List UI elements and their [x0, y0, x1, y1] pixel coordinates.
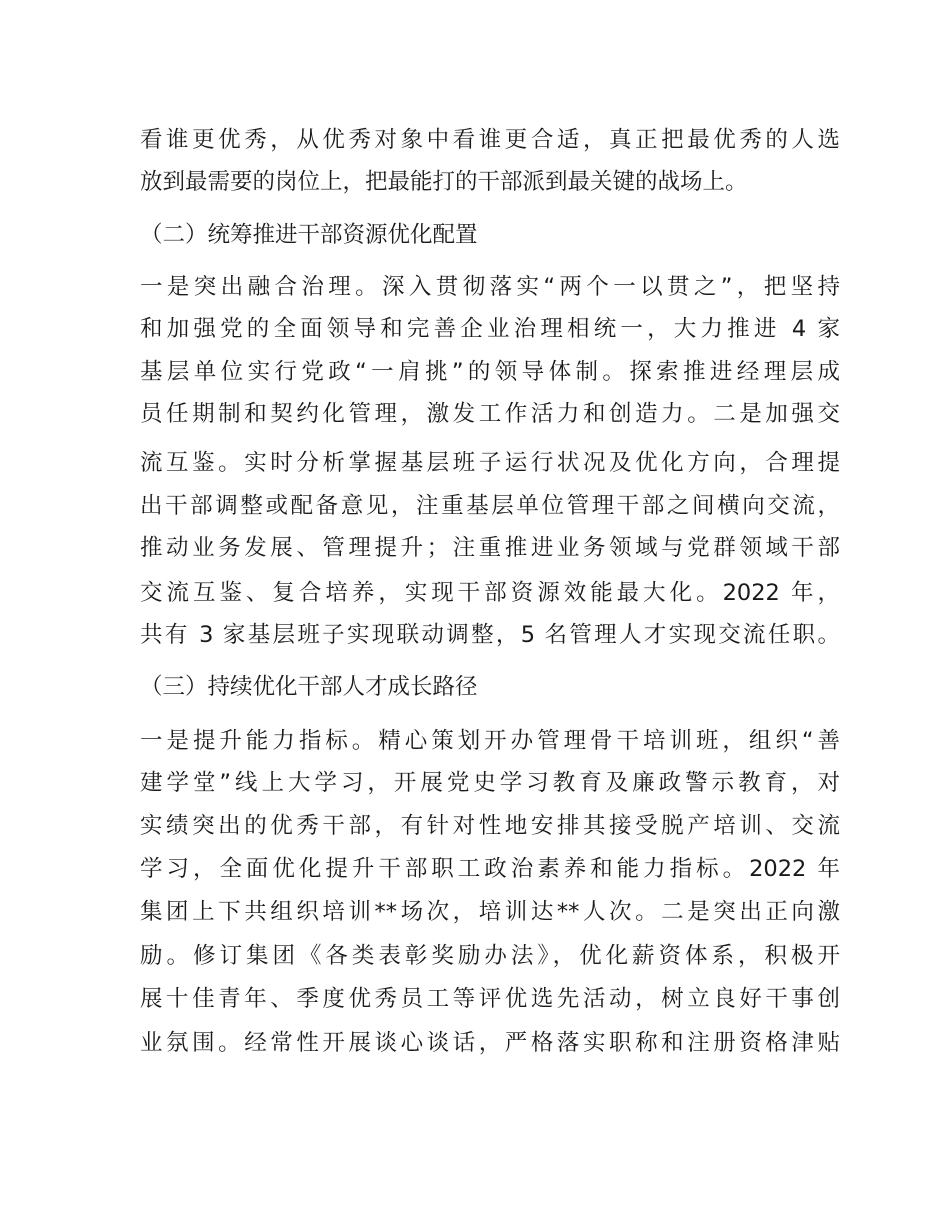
paragraph-line: 交流互鉴、复合培养，实现干部资源效能最大化。2022 年， [140, 580, 840, 606]
paragraph-line: 流互鉴。实时分析掌握基层班子运行状况及优化方向，合理提 [140, 450, 840, 476]
paragraph-line: 基层单位实行党政“一肩挑”的领导体制。探索推进经理层成 [140, 359, 840, 385]
paragraph-line: 共有 3 家基层班子实现联动调整，5 名管理人才实现交流任职。 [140, 622, 840, 648]
paragraph-line: 集团上下共组织培训**场次，培训达**人次。二是突出正向激 [140, 899, 840, 925]
paragraph-line: 建学堂”线上大学习，开展党史学习教育及廉政警示教育，对 [140, 770, 840, 796]
paragraph-line: 和加强党的全面领导和完善企业治理相统一，大力推进 4 家 [140, 316, 840, 342]
paragraph-line: 员任期制和契约化管理，激发工作活力和创造力。二是加强交 [140, 401, 840, 427]
paragraph-line: 实绩突出的优秀干部，有针对性地安排其接受脱产培训、交流 [140, 813, 840, 839]
section-heading: （三）持续优化干部人才成长路径 [140, 674, 478, 700]
paragraph-line: 业氛围。经常性开展谈心谈话，严格落实职称和注册资格津贴 [140, 1030, 840, 1056]
paragraph-line: 展十佳青年、季度优秀员工等评优选先活动，树立良好干事创 [140, 986, 840, 1012]
section-heading: （二）统筹推进干部资源优化配置 [140, 222, 478, 248]
paragraph-line: 推动业务发展、管理提升；注重推进业务领域与党群领域干部 [140, 535, 840, 561]
paragraph-line: 看谁更优秀，从优秀对象中看谁更合适，真正把最优秀的人选 [140, 127, 840, 153]
paragraph-line: 放到最需要的岗位上，把最能打的干部派到最关键的战场上。 [140, 169, 748, 195]
paragraph-line: 学习，全面优化提升干部职工政治素养和能力指标。2022 年 [140, 856, 840, 882]
paragraph-line: 一是提升能力指标。精心策划开办管理骨干培训班，组织“善 [140, 728, 840, 754]
paragraph-line: 出干部调整或配备意见，注重基层单位管理干部之间横向交流， [140, 493, 840, 519]
paragraph-line: 一是突出融合治理。深入贯彻落实“两个一以贯之”，把坚持 [140, 274, 840, 300]
paragraph-line: 励。修订集团《各类表彰奖励办法》，优化薪资体系，积极开 [140, 943, 840, 969]
